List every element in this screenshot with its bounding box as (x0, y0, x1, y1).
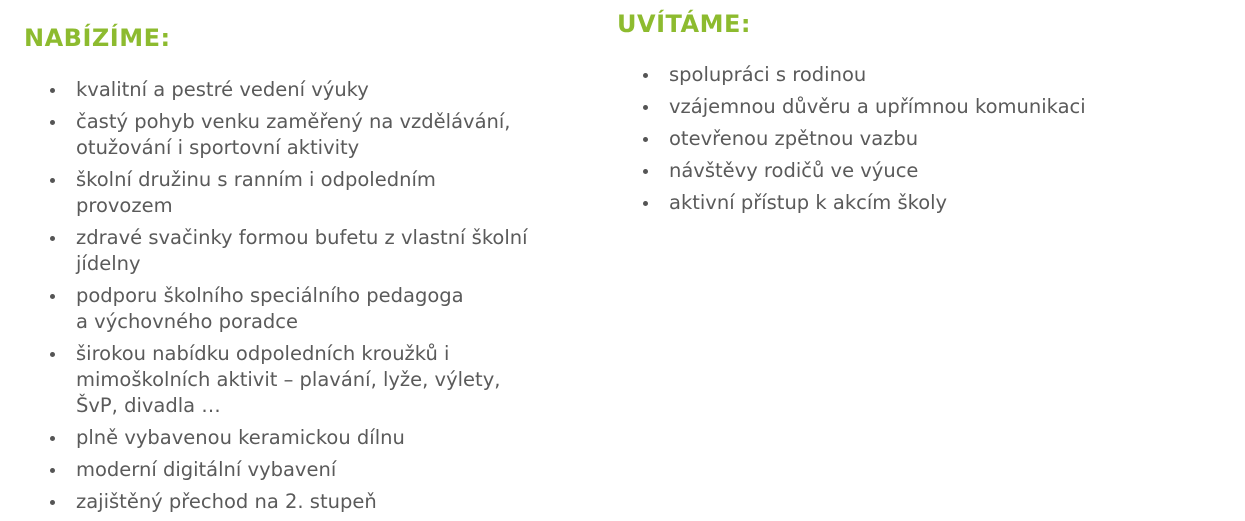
list-item-text: podporu školního speciálního pedagoga a výchovného poradce (76, 284, 464, 333)
offer-section (24, 0, 564, 521)
list-item (617, 126, 1217, 152)
bullet-icon (50, 88, 55, 93)
list-item (24, 167, 536, 219)
list-item-text: zajištěný přechod na 2. stupeň (76, 490, 377, 513)
list-item (24, 283, 536, 335)
bullet-icon (50, 120, 55, 125)
list-item-text: častý pohyb venku zaměřený na vzdělávání, otužování i sportovní aktivity (76, 110, 511, 159)
bullet-icon (50, 294, 55, 299)
bullet-icon (643, 201, 648, 206)
list-item-text: zdravé svačinky formou bufetu z vlastní školní jídelny (76, 226, 528, 275)
list-item (24, 77, 536, 103)
bullet-icon (50, 352, 55, 357)
bullet-icon (50, 436, 55, 441)
bullet-icon (643, 105, 648, 110)
list-item (24, 341, 536, 419)
list-item (617, 190, 1217, 216)
list-item (24, 425, 536, 451)
offer-heading: NABÍZÍME: (24, 24, 171, 52)
bullet-icon (50, 500, 55, 505)
list-item-text: aktivní přístup k akcím školy (669, 191, 948, 214)
list-item-text: vzájemnou důvěru a upřímnou komunikaci (669, 95, 1086, 118)
list-item-text: plně vybavenou keramickou dílnu (76, 426, 405, 449)
list-item-text: širokou nabídku odpoledních kroužků i mimoškolních aktivit – plavání, lyže, výlety, ŠvP, divadla … (76, 342, 501, 417)
welcome-heading: UVÍTÁME: (617, 10, 751, 38)
list-item (24, 489, 536, 515)
list-item (24, 109, 536, 161)
list-item-text: návštěvy rodičů ve výuce (669, 159, 919, 182)
list-item (617, 62, 1217, 88)
bullet-icon (643, 137, 648, 142)
bullet-icon (50, 236, 55, 241)
list-item (24, 457, 536, 483)
offer-list (24, 77, 564, 515)
list-item-text: školní družinu s ranním i odpoledním provozem (76, 168, 436, 217)
bullet-icon (643, 169, 648, 174)
list-item (617, 94, 1217, 120)
bullet-icon (50, 468, 55, 473)
list-item-text: otevřenou zpětnou vazbu (669, 127, 919, 150)
welcome-list (617, 62, 1217, 216)
bullet-icon (643, 73, 648, 78)
list-item (617, 158, 1217, 184)
list-item-text: spolupráci s rodinou (669, 63, 867, 86)
welcome-section (617, 0, 1217, 222)
list-item (24, 225, 536, 277)
bullet-icon (50, 178, 55, 183)
list-item-text: moderní digitální vybavení (76, 458, 337, 481)
list-item-text: kvalitní a pestré vedení výuky (76, 78, 369, 101)
